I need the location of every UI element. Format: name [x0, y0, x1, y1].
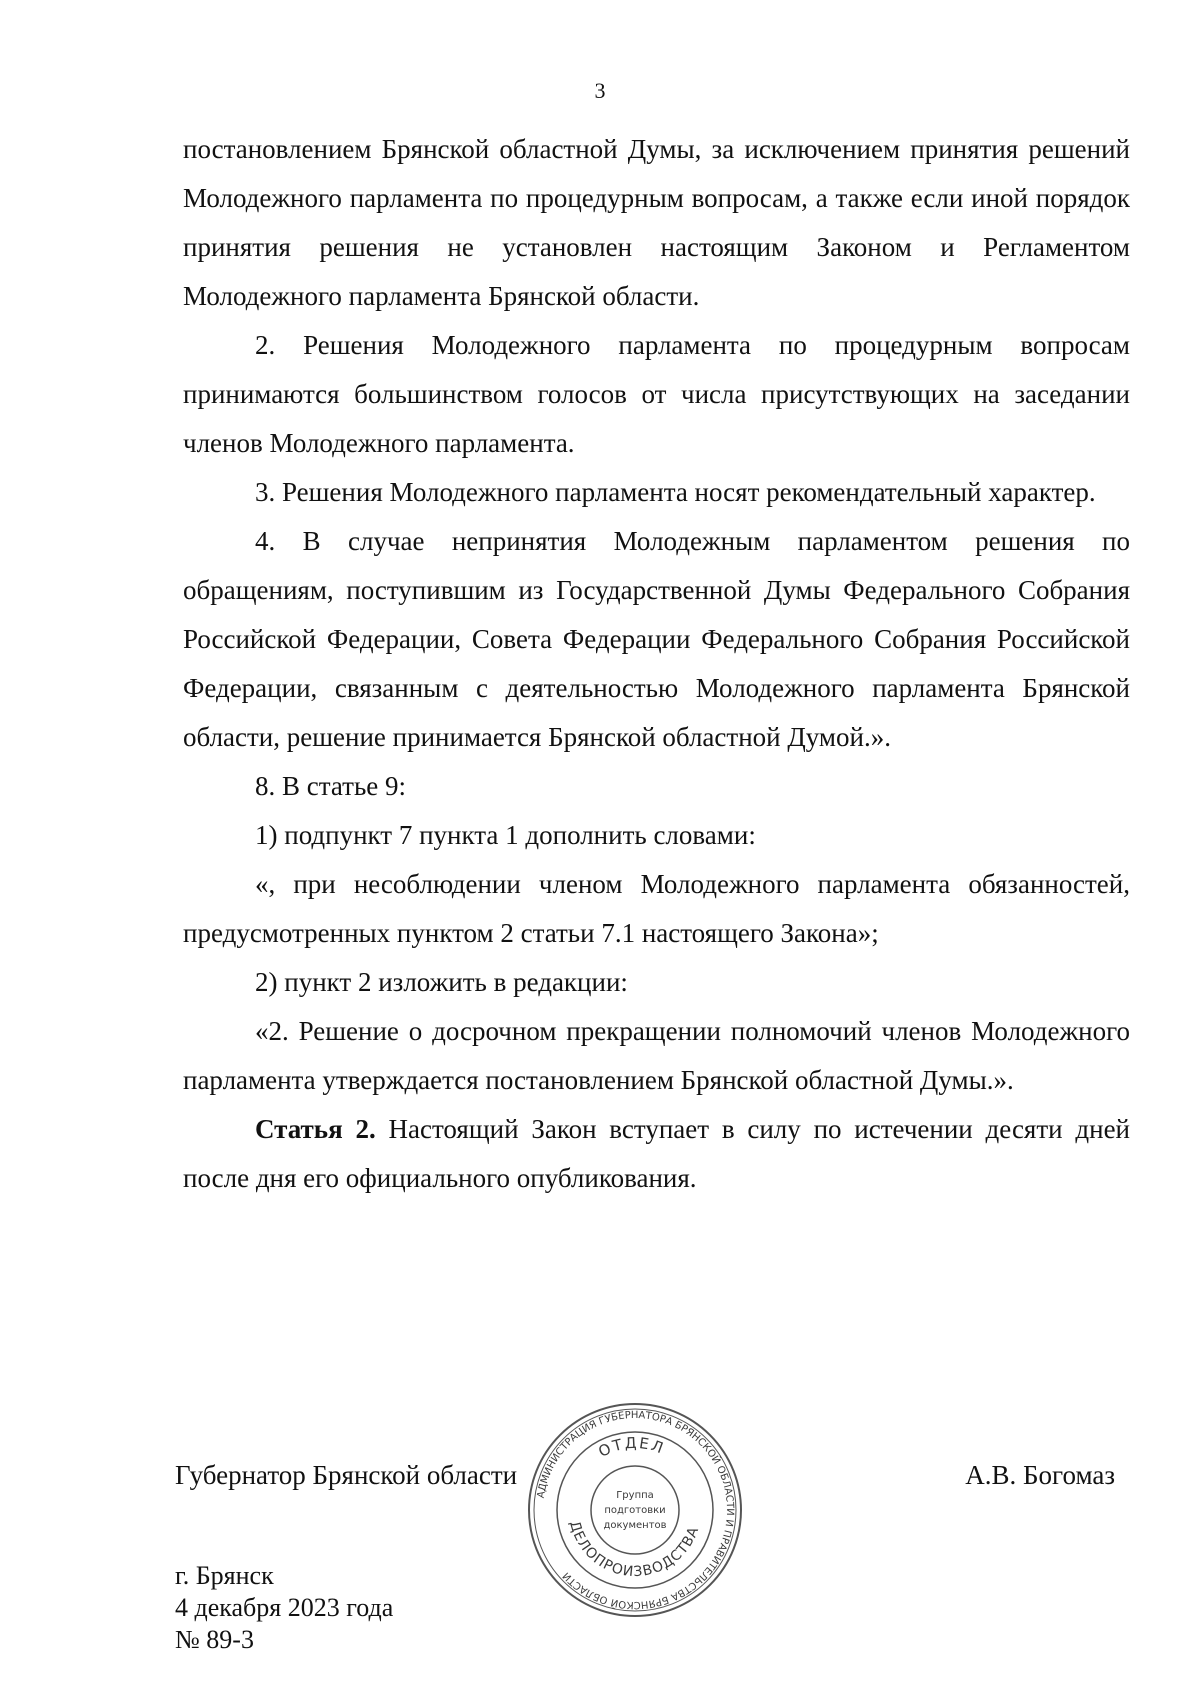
city: г. Брянск [175, 1561, 274, 1590]
stamp-center-line-2: подготовки [604, 1505, 666, 1516]
paragraph-2: 2. Решения Молодежного парламента по процедурным вопросам принимаются большинством голосов от числа присутствующих на заседании членов Молодежного парламента. [183, 330, 1130, 458]
paragraph-8: 2) пункт 2 изложить в редакции: [255, 967, 628, 997]
governor-title: Губернатор Брянской области [175, 1460, 518, 1490]
stamp-center-line-3: документов [603, 1520, 667, 1531]
stamp-outer-text: АДМИНИСТРАЦИЯ ГУБЕРНАТОРА БРЯНСКОЙ ОБЛАСТИ И ПРАВИТЕЛЬСТВА БРЯНСКОЙ ОБЛАСТИ [535, 1409, 736, 1611]
article-2-text: Настоящий Закон вступает в силу по истечении десяти дней после дня его официального опубликования. [183, 1114, 1131, 1193]
paragraph-1: постановлением Брянской областной Думы, за исключением принятия решений Молодежного парламента по процедурным вопросам, а также если иной порядок принятия решения не установлен настоящим Законом и Регламентом Молодежного парламента Брянской области. [183, 134, 1130, 311]
article-2-label: Статья 2. [255, 1114, 376, 1144]
paragraph-7: «, при несоблюдении членом Молодежного парламента обязанностей, предусмотренных пунктом 2 статьи 7.1 настоящего Закона»; [183, 869, 1130, 948]
paragraph-3: 3. Решения Молодежного парламента носят рекомендательный характер. [255, 477, 1096, 507]
stamp-dept-bottom: ДЕЛОПРОИЗВОДСТВА [566, 1519, 703, 1581]
paragraph-5: 8. В статье 9: [255, 771, 407, 801]
law-number: № 89-3 [175, 1625, 254, 1654]
stamp-dept-top: ОТДЕЛ [595, 1433, 668, 1461]
stamp-seal-icon [525, 1400, 745, 1620]
document-body [183, 125, 1130, 1203]
page-number: 3 [594, 78, 606, 103]
article-2 [183, 1105, 1130, 1203]
paragraph-4: 4. В случае непринятия Молодежным парламентом решения по обращениям, поступившим из Государственной Думы Федерального Собрания Российской Федерации, Совета Федерации Федерального Собрания Российской Федерации, связанным с деятельностью Молодежного парламента Брянской области, решение принимается Брянской областной Думой.». [183, 526, 1130, 752]
place-date-block [175, 1560, 393, 1656]
official-stamp [525, 1400, 745, 1620]
paragraph-6: 1) подпункт 7 пункта 1 дополнить словами: [255, 820, 756, 850]
stamp-center-line-1: Группа [616, 1490, 654, 1501]
governor-name: А.В. Богомаз [965, 1460, 1115, 1490]
paragraph-9: «2. Решение о досрочном прекращении полномочий членов Молодежного парламента утверждается постановлением Брянской областной Думы.». [183, 1016, 1130, 1095]
date: 4 декабря 2023 года [175, 1593, 394, 1622]
